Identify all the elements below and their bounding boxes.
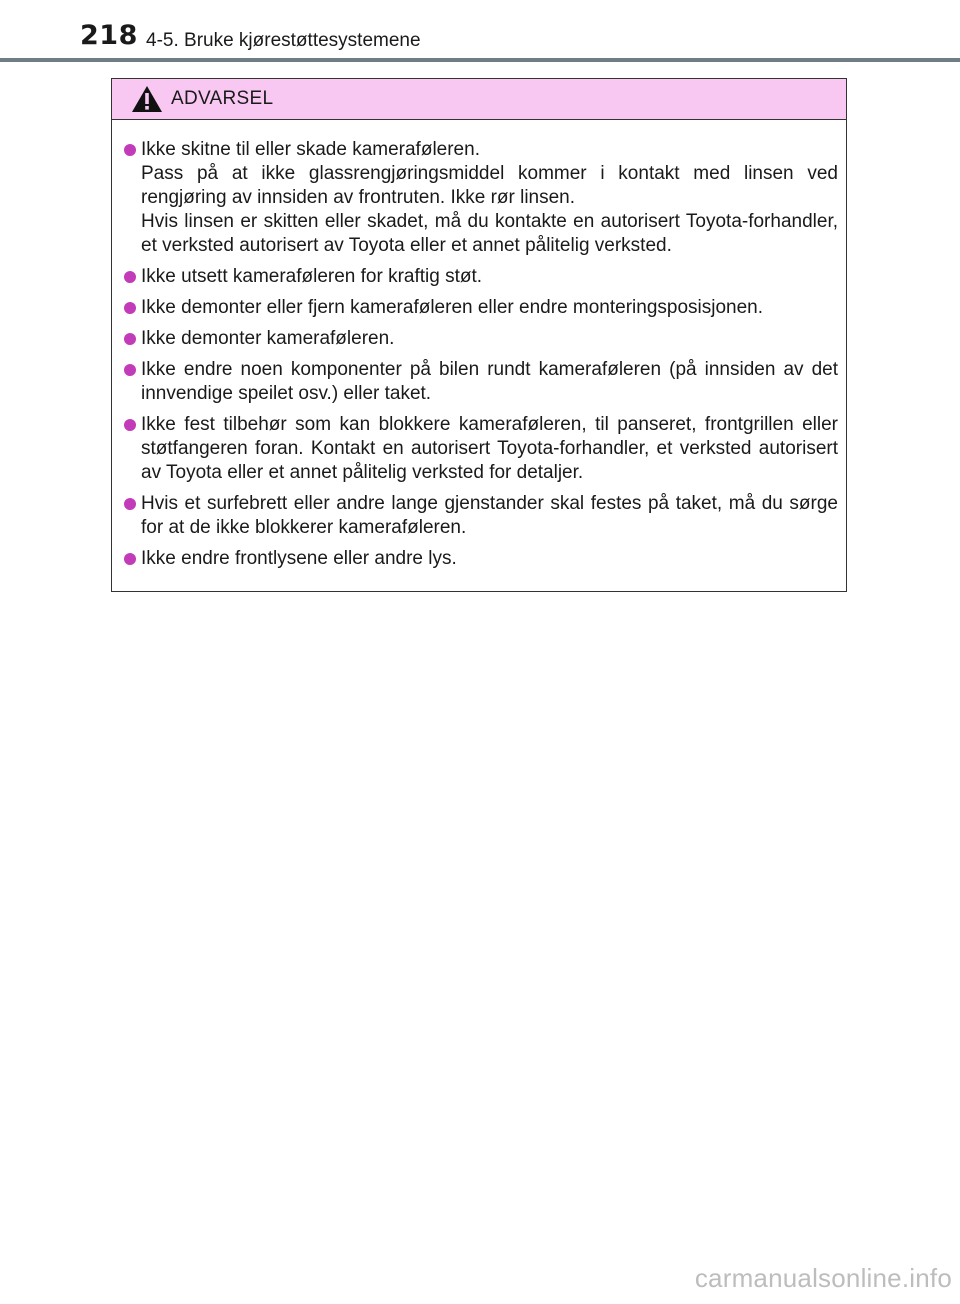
bullet-dot-icon	[124, 364, 136, 376]
warning-list-item	[124, 296, 838, 320]
section-title: 4-5. Bruke kjørestøttesystemene	[146, 30, 421, 51]
warning-paragraph: Pass på at ikke glassrengjøringsmiddel kommer i kontakt med linsen ved rengjøring av innsiden av frontruten. Ikke rør linsen.	[141, 163, 838, 208]
warning-paragraph: Ikke demonter kameraføleren.	[141, 328, 395, 349]
warning-item-text	[141, 327, 838, 351]
warning-item-text	[141, 413, 838, 485]
bullet-dot-icon	[124, 419, 136, 431]
page-header	[0, 0, 960, 62]
warning-list-item	[124, 358, 838, 406]
warning-title: ADVARSEL	[171, 88, 274, 109]
header-rule	[0, 58, 960, 62]
bullet-dot-icon	[124, 271, 136, 283]
warning-paragraph: Ikke fest tilbehør som kan blokkere kameraføleren, til panseret, frontgrillen eller støtfangeren foran. Kontakt en autorisert Toyota-forhandler, et verksted autorisert av Toyota eller et annet pålitelig verksted for detaljer.	[141, 414, 838, 483]
warning-paragraph: Ikke utsett kameraføleren for kraftig støt.	[141, 266, 483, 287]
bullet-dot-icon	[124, 333, 136, 345]
warning-paragraph: Ikke endre noen komponenter på bilen rundt kameraføleren (på innsiden av det innvendige speilet osv.) eller taket.	[141, 359, 838, 404]
footer-watermark: carmanualsonline.info	[694, 1263, 952, 1293]
bullet-dot-icon	[124, 144, 136, 156]
warning-item-text	[141, 492, 838, 540]
warning-item-text	[141, 358, 838, 406]
warning-item-text	[141, 547, 838, 571]
warning-item-text	[141, 265, 838, 289]
warning-list-item	[124, 138, 838, 258]
warning-triangle-icon	[131, 85, 163, 113]
warning-list-item	[124, 547, 838, 571]
bullet-dot-icon	[124, 498, 136, 510]
page-number: 218	[80, 20, 138, 51]
warning-item-text	[141, 138, 838, 258]
warning-paragraph: Hvis linsen er skitten eller skadet, må du kontakte en autorisert Toyota-forhandler, et verksted autorisert av Toyota eller et annet pålitelig verksted.	[141, 211, 838, 256]
warning-item-text	[141, 296, 838, 320]
warning-box	[111, 78, 847, 592]
warning-list-item	[124, 413, 838, 485]
bullet-dot-icon	[124, 553, 136, 565]
warning-list-item	[124, 327, 838, 351]
warning-paragraph: Ikke skitne til eller skade kameraføleren.	[141, 139, 480, 160]
warning-paragraph: Hvis et surfebrett eller andre lange gjenstander skal festes på taket, må du sørge for at de ikke blokkerer kameraføleren.	[141, 493, 838, 538]
warning-body	[112, 120, 846, 571]
bullet-dot-icon	[124, 302, 136, 314]
warning-list-item	[124, 265, 838, 289]
warning-header	[112, 79, 846, 120]
warning-paragraph: Ikke endre frontlysene eller andre lys.	[141, 548, 457, 569]
warning-paragraph: Ikke demonter eller fjern kameraføleren eller endre monteringsposisjonen.	[141, 297, 764, 318]
warning-list-item	[124, 492, 838, 540]
